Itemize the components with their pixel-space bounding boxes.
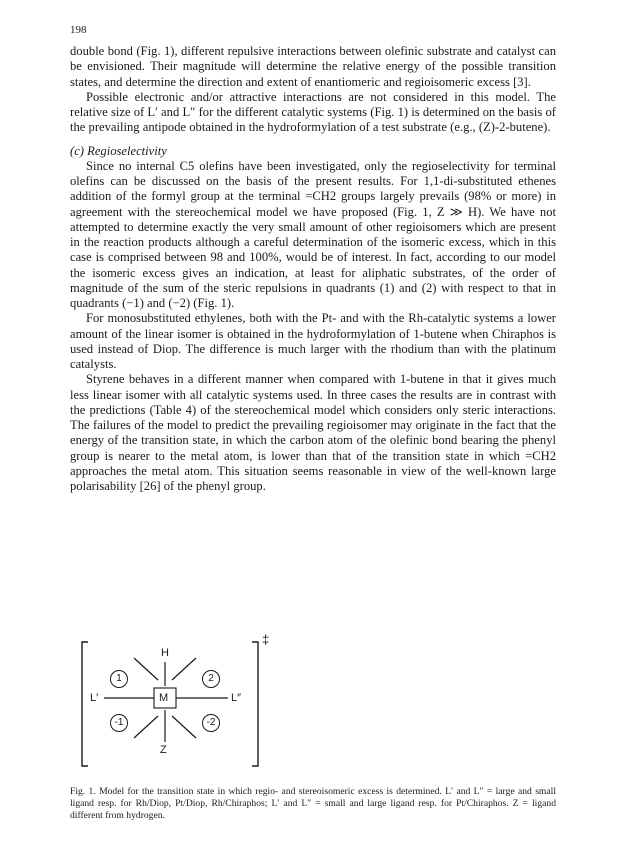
paragraph-2: Possible electronic and/or attractive interactions are not considered in this model. The relative size of L′ and L″ for the different catalytic systems (Fig. 1) is determined on the basis of the prevailing antipode obtained in the hydroformylation of a test substrate (e.g., (Z)-2-butene).: [70, 89, 556, 135]
quadrant-minus-1-marker: -1: [110, 714, 128, 732]
metal-m-label: M: [159, 692, 169, 704]
ligand-l-prime-label: L′: [90, 692, 99, 704]
figure-1-diagram: [78, 638, 298, 773]
paragraph-5: Styrene behaves in a different manner when compared with 1-butene in that it gives much less linear isomer with all catalytic systems used. In three cases the results are in contrast with the predictions (Table 4) of the stereochemical model which considers only steric interactions. The failures of the model to predict the prevailing regioisomer may originate in the fact that the energy of the transition state, in which the carbon atom of the olefinic bond bearing the phenyl group is nearer to the metal atom, is lower than that of the transition state in which =CH2 approaches the metal atom. This situation seems reasonable in view of the well-known large polarisability [26] of the phenyl group.: [70, 372, 556, 493]
ligand-z-label: Z: [160, 744, 167, 756]
quadrant-minus-2-marker: -2: [202, 714, 220, 732]
paragraph-1: double bond (Fig. 1), different repulsive interactions between olefinic substrate and catalyst can be envisioned. Their magnitude will determine the relative energy of the possible transition states, and determine the direction and extent of enantiomeric and regioisomeric excess [3].: [70, 44, 556, 89]
ligand-l-double-prime-label: L″: [231, 692, 242, 704]
paragraph-3: Since no internal C5 olefins have been investigated, only the regioselectivity for terminal olefins can be discussed on the basis of the present results. For 1,1-di-substituted ethenes addition of the formyl group at the terminal =CH2 groups largely prevails (98% or more) in agreement with the stereochemical model we have proposed (Fig. 1, Z ≫ H). We have not attempted to determine exactly the very small amount of other regioisomers which are present in the reaction products although a careful determination of the isomeric excess, which in this case is comprised between 98 and 100%, would be of interest. In fact, according to our model the isomeric excess gives an indication, at least for aliphatic substrates, of the order of magnitude of the sum of the steric repulsions in quadrants (1) and (2) with respect to that in quadrants (−1) and (−2) (Fig. 1).: [70, 158, 556, 310]
body-text: [70, 44, 556, 494]
page-number: 198: [70, 24, 87, 36]
quadrant-1-marker: 1: [110, 670, 128, 688]
figure-1-caption: Fig. 1. Model for the transition state in which regio- and stereoisomeric excess is determined. L′ and L″ = large and small ligand resp. for Rh/Diop, Pt/Diop, Rh/Chiraphos; L′ and L″ = small and large ligand resp. for Pt/Chiraphos. Z = ligand different from hydrogen.: [70, 786, 556, 821]
transition-state-dagger: ‡: [262, 632, 270, 647]
figure-1-transition-state-model: [78, 632, 298, 773]
ligand-h-label: H: [161, 647, 169, 659]
quadrant-2-marker: 2: [202, 670, 220, 688]
paragraph-4: For monosubstituted ethylenes, both with the Pt- and with the Rh-catalytic systems a lower amount of the linear isomer is obtained in the hydroformylation of 1-butene when Chiraphos is used instead of Diop. The difference is much larger with the rhodium than with the platinum catalysts.: [70, 311, 556, 371]
section-heading-regioselectivity: (c) Regioselectivity: [70, 143, 167, 158]
